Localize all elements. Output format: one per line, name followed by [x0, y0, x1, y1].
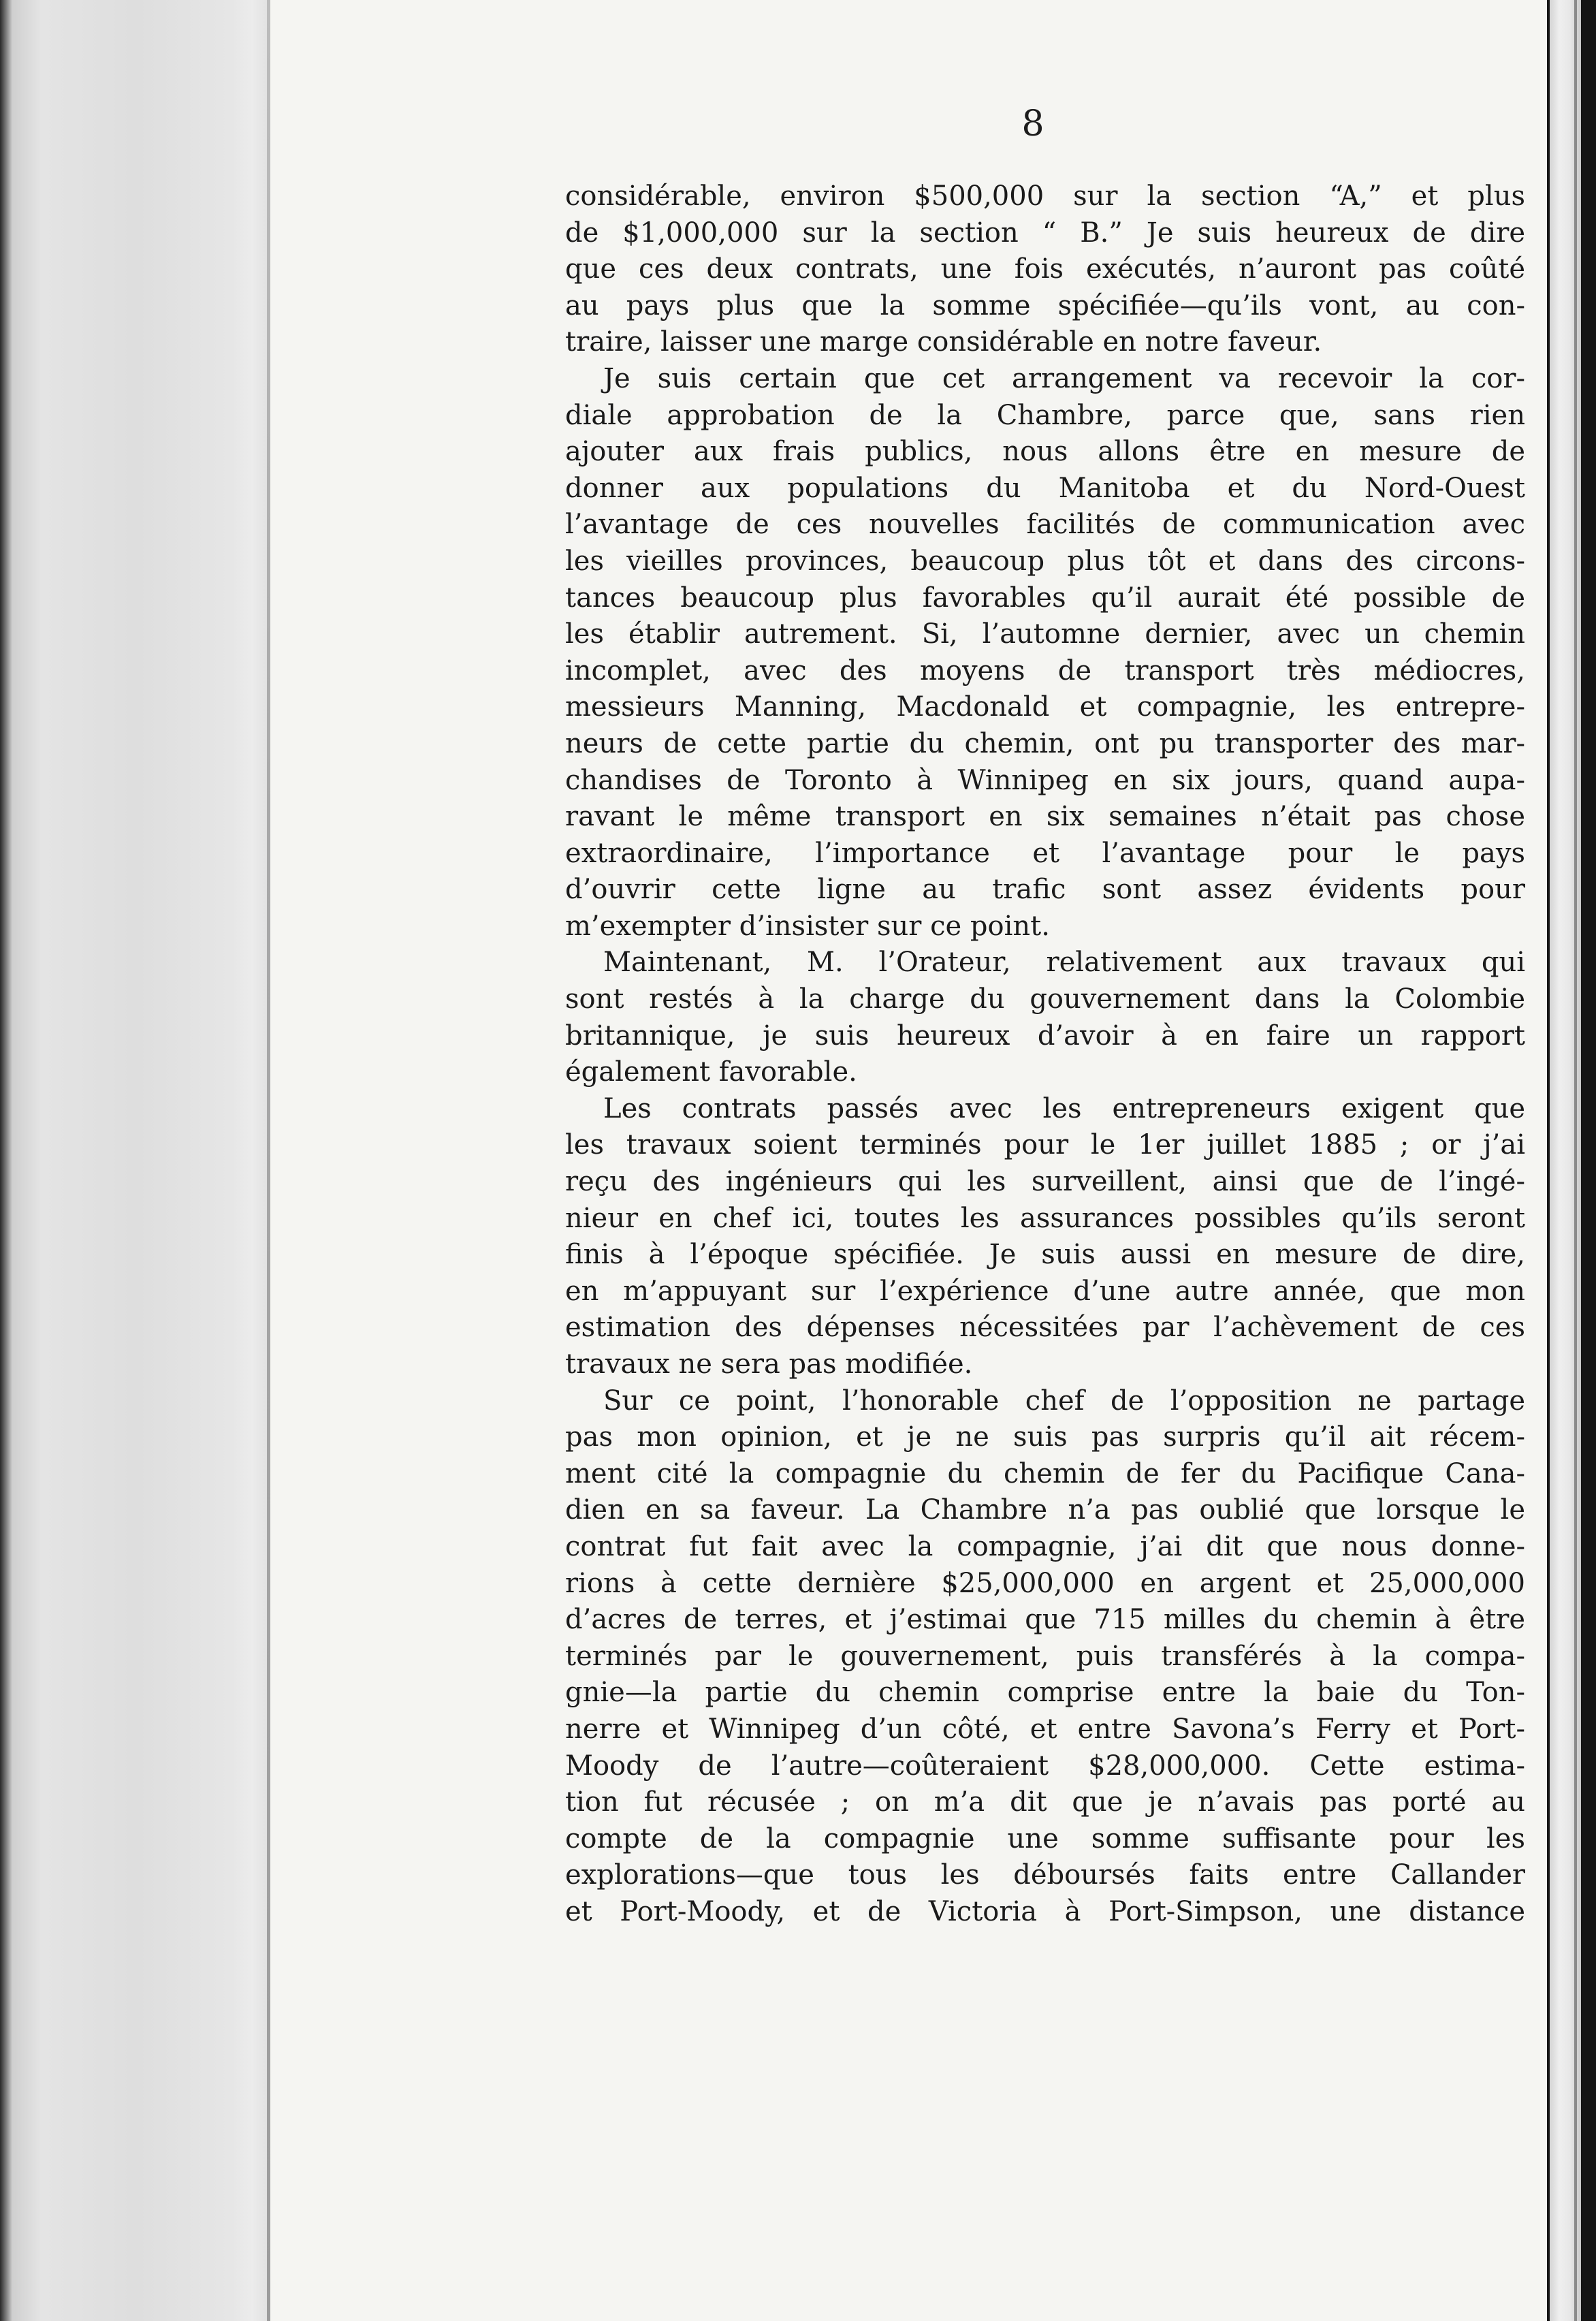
text-line: sont restés à la charge du gouvernement dans la Colombie: [565, 983, 1525, 1015]
text-line: compte de la compagnie une somme suffisante pour les: [565, 1822, 1525, 1854]
text-line: incomplet, avec des moyens de transport très médiocres,: [565, 654, 1525, 686]
text-line: Sur ce point, l’honorable chef de l’opposition ne partage: [603, 1385, 1525, 1417]
text-line: Moody de l’autre—coûteraient $28,000,000. Cette estima-: [565, 1750, 1525, 1782]
text-line: rions à cette dernière $25,000,000 en argent et 25,000,000: [565, 1567, 1525, 1599]
text-line: traire, laisser une marge considérable en notre faveur.: [565, 326, 1322, 358]
text-line: terminés par le gouvernement, puis transférés à la compa-: [565, 1640, 1525, 1672]
text-line: Les contrats passés avec les entrepreneurs exigent que: [603, 1092, 1525, 1124]
text-line: Je suis certain que cet arrangement va recevoir la cor-: [603, 362, 1525, 394]
text-line: finis à l’époque spécifiée. Je suis aussi en mesure de dire,: [565, 1239, 1525, 1271]
text-line: explorations—que tous les déboursés faits entre Callander: [565, 1859, 1525, 1891]
text-line: donner aux populations du Manitoba et du Nord-Ouest: [565, 472, 1525, 504]
text-line: chandises de Toronto à Winnipeg en six jours, quand aupa-: [565, 764, 1525, 796]
text-line: ravant le même transport en six semaines n’était pas chose: [565, 801, 1525, 833]
text-line: contrat fut fait avec la compagnie, j’ai dit que nous donne-: [565, 1530, 1525, 1562]
spine-shadow: [252, 0, 267, 2321]
text-line: les établir autrement. Si, l’automne dernier, avec un chemin: [565, 618, 1525, 650]
text-line: également favorable.: [565, 1056, 857, 1088]
text-line: m’exempter d’insister sur ce point.: [565, 910, 1050, 942]
page-edge-rule: [1574, 0, 1577, 2321]
text-line: l’avantage de ces nouvelles facilités de communication avec: [565, 509, 1525, 541]
text-line: ment cité la compagnie du chemin de fer du Pacifique Cana-: [565, 1457, 1525, 1489]
text-line: estimation des dépenses nécessitées par l’achèvement de ces: [565, 1312, 1525, 1344]
text-line: au pays plus que la somme spécifiée—qu’ils vont, au con-: [565, 289, 1525, 321]
text-line: pas mon opinion, et je ne suis pas surpris qu’il ait récem-: [565, 1421, 1525, 1453]
text-line: britannique, je suis heureux d’avoir à en faire un rapport: [565, 1020, 1525, 1052]
text-line: que ces deux contrats, une fois exécutés, n’auront pas coûté: [565, 253, 1525, 285]
text-line: d’acres de terres, et j’estimai que 715 milles du chemin à être: [565, 1604, 1525, 1636]
body-text: [565, 178, 1525, 1931]
text-line: ajouter aux frais publics, nous allons être en mesure de: [565, 436, 1525, 468]
text-line: et Port-Moody, et de Victoria à Port-Simpson, une distance: [565, 1895, 1525, 1927]
text-line: dien en sa faveur. La Chambre n’a pas oublié que lorsque le: [565, 1494, 1525, 1526]
text-line: nieur en chef ici, toutes les assurances possibles qu’ils seront: [565, 1202, 1525, 1234]
text-line: messieurs Manning, Macdonald et compagnie, les entrepre-: [565, 691, 1525, 723]
text-line: reçu des ingénieurs qui les surveillent, ainsi que de l’ingé-: [565, 1166, 1525, 1198]
page-number: 8: [1021, 104, 1044, 144]
text-line: extraordinaire, l’importance et l’avantage pour le pays: [565, 837, 1525, 869]
text-line: considérable, environ $500,000 sur la section “A,” et plus: [565, 180, 1525, 212]
text-line: tances beaucoup plus favorables qu’il aurait été possible de: [565, 582, 1525, 614]
text-line: les travaux soient terminés pour le 1er juillet 1885 ; or j’ai: [565, 1129, 1525, 1161]
text-line: neurs de cette partie du chemin, ont pu transporter des mar-: [565, 727, 1525, 759]
text-line: travaux ne sera pas modifiée.: [565, 1348, 973, 1380]
book-binding: [0, 0, 267, 2321]
text-line: de $1,000,000 sur la section “ B.” Je suis heureux de dire: [565, 217, 1525, 249]
text-line: en m’appuyant sur l’expérience d’une autre année, que mon: [565, 1275, 1525, 1307]
text-line: tion fut récusée ; on m’a dit que je n’avais pas porté au: [565, 1786, 1525, 1818]
text-line: d’ouvrir cette ligne au trafic sont assez évidents pour: [565, 874, 1525, 906]
text-line: nerre et Winnipeg d’un côté, et entre Savona’s Ferry et Port-: [565, 1713, 1525, 1745]
text-line: les vieilles provinces, beaucoup plus tôt et dans des circons-: [565, 545, 1525, 577]
text-line: diale approbation de la Chambre, parce que, sans rien: [565, 399, 1525, 431]
text-line: Maintenant, M. l’Orateur, relativement aux travaux qui: [603, 947, 1525, 979]
text-line: gnie—la partie du chemin comprise entre la baie du Ton-: [565, 1677, 1525, 1709]
